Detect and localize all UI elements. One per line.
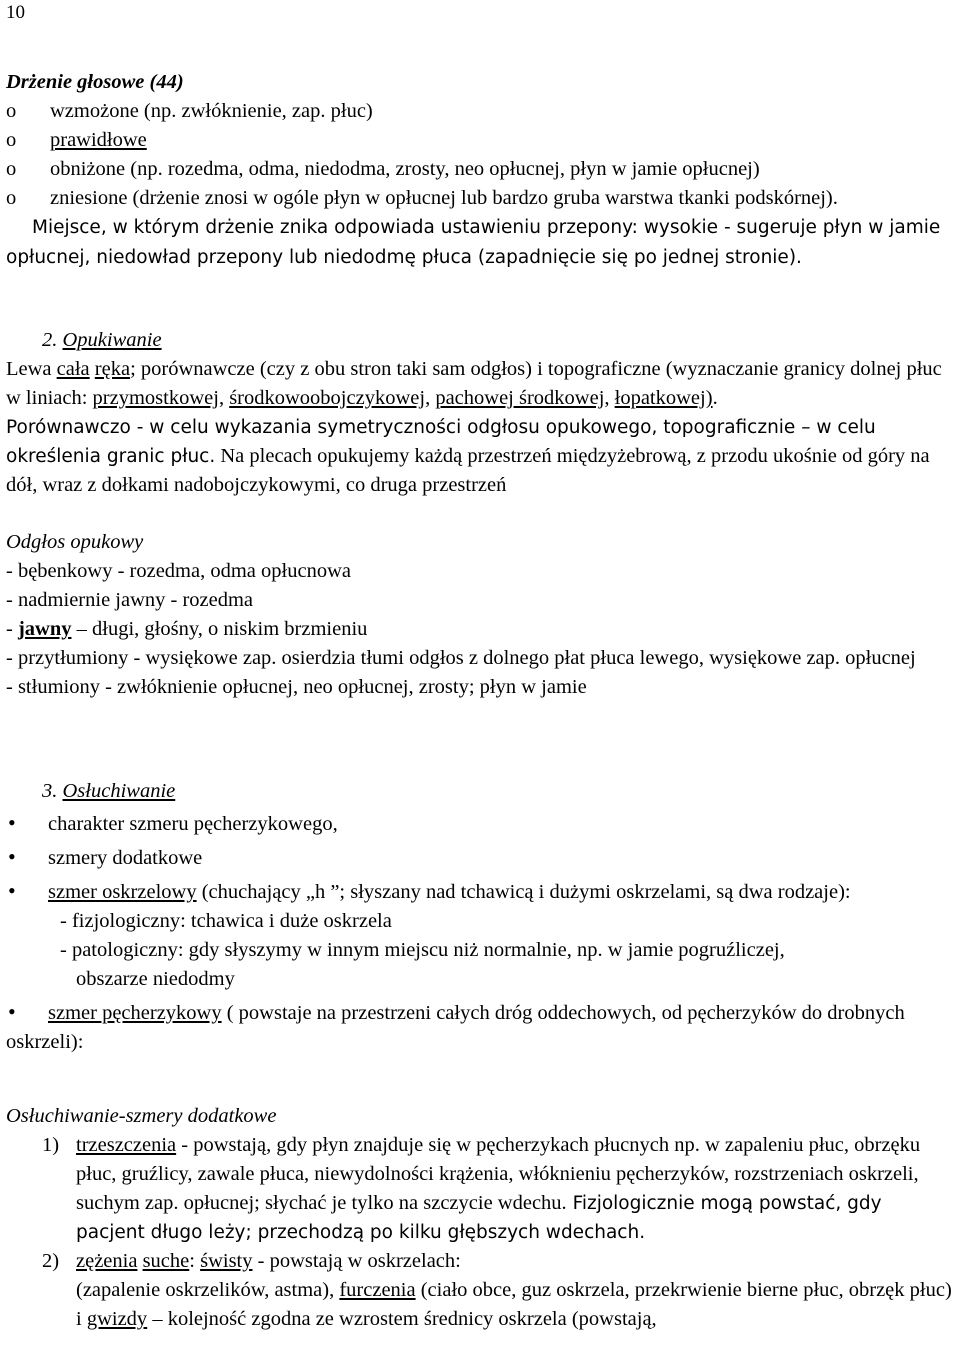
list-item: - jawny – długi, głośny, o niskim brzmieniu: [6, 618, 368, 640]
bullet-icon: [6, 842, 48, 873]
list-marker: o: [6, 129, 17, 151]
list-item: [6, 155, 954, 184]
item-number: 1): [42, 1134, 60, 1156]
section-opukiwanie: [6, 326, 954, 702]
list-item: - nadmiernie jawny - rozedma: [6, 589, 254, 611]
list-marker: o: [6, 100, 17, 122]
opukiwanie-paragraph-2: Porównawczo - w celu wykazania symetryczności odgłosu opukowego, topograficznie – w celu określenia granic płuc. Na plecach opukujemy każdą przestrzeń międzyżebrową, z przodu ukośnie od góry na dół, wraz z dołkami nadobojczykowymi, co druga przestrzeń: [6, 417, 930, 496]
opukiwanie-paragraph-1: Lewa cała ręka; porównawcze (czy z obu stron taki sam odgłos) i topograficzne (wyznaczanie granicy dolnej płuc w liniach: przymostkowej, środkowoobojczykowej, pachowej środkowej, łopatkowej).: [6, 358, 942, 409]
section-szmery: [6, 1102, 954, 1334]
bullet-item: •szmer pęcherzykowy ( powstaje na przestrzeni całych dróg oddechowych, od pęcherzyków do drobnych oskrzeli):: [6, 997, 954, 1057]
sub-item: - fizjologiczny: tchawica i duże oskrzela: [60, 910, 392, 932]
section-osluchiwanie: [6, 777, 954, 1057]
section-heading: Osłuchiwanie-szmery dodatkowe: [6, 1105, 277, 1127]
item-number: 2): [42, 1250, 60, 1272]
list-marker: o: [6, 158, 17, 180]
sub-item: - patologiczny: gdy słyszymy w innym miejscu niż normalnie, np. w jamie pogruźliczej,: [60, 939, 785, 961]
list-item-text: obniżone (np. rozedma, odma, niedodma, zrosty, neo opłucnej, płyn w jamie opłucnej): [50, 158, 760, 180]
list-marker: o: [6, 187, 17, 209]
sub-item: obszarze niedodmy: [76, 968, 235, 990]
bullet-icon: [6, 808, 48, 839]
list-item-text: wzmożone (np. zwłóknienie, zap. płuc): [50, 100, 373, 122]
numbered-item: [6, 1247, 954, 1334]
list-item: [6, 126, 954, 155]
bullet-item: •szmery dodatkowe: [6, 842, 954, 873]
section-number: 2.: [42, 329, 58, 351]
section-number: 3.: [42, 780, 58, 802]
section-title: Opukiwanie: [62, 329, 162, 351]
subsection-heading: Odgłos opukowy: [6, 531, 144, 553]
section-heading: Drżenie głosowe (44): [6, 71, 184, 93]
list-item: [6, 184, 954, 213]
bullet-item: •charakter szmeru pęcherzykowego,: [6, 808, 954, 839]
bullet-item: •szmer oskrzelowy (chuchający „h ”; słyszany nad tchawicą i dużymi oskrzelami, są dwa rodzaje):: [6, 876, 954, 907]
numbered-item: [6, 1131, 954, 1247]
list-item-text: prawidłowe: [50, 129, 147, 151]
drzenie-note: Miejsce, w którym drżenie znika odpowiada ustawieniu przepony: wysokie - sugeruje płyn w jamie opłucnej, niedowład przepony lub niedodmę płuca (zapadnięcie się po jednej stronie).: [6, 217, 941, 268]
bullet-icon: [6, 876, 48, 907]
section-drzenie: [6, 68, 954, 273]
list-item-text: zniesione (drżenie znosi w ogóle płyn w opłucnej lub bardzo gruba warstwa tkanki podskórnej).: [50, 187, 838, 209]
bullet-icon: [6, 997, 48, 1028]
list-item: - przytłumiony - wysiękowe zap. osierdzia tłumi odgłos z dolnego płat płuca lewego, wysiękowe zap. opłucnej: [6, 647, 916, 669]
list-item: [6, 97, 954, 126]
page-number: 10: [6, 2, 25, 23]
section-heading: [6, 777, 954, 806]
item-text: trzeszczenia - powstają, gdy płyn znajduje się w pęcherzykach płucnych np. w zapaleniu płuc, obrzęku płuc, gruźlicy, zawale płuca, niewydolności krążenia, włóknieniu pęcherzyków, rozstrzeniach oskrzeli, suchym zap. opłucnej; słychać je tylko na szczycie wdechu. Fizjologicznie mogą powstać, gdy pacjent długo leży; przechodzą po kilku głębszych wdechach.: [76, 1134, 921, 1243]
section-title: Osłuchiwanie: [62, 780, 176, 802]
list-item: - bębenkowy - rozedma, odma opłucnowa: [6, 560, 351, 582]
item-text: zężenia suche: świsty - powstają w oskrzelach: (zapalenie oskrzelików, astma), furczenia (ciało obce, guz oskrzela, przekrwienie bierne płuc, obrzęk płuc) i gwizdy – kolejność zgodna ze wzrostem średnicy oskrzela (powstają,: [76, 1250, 952, 1330]
list-item: - stłumiony - zwłóknienie opłucnej, neo opłucnej, zrosty; płyn w jamie: [6, 676, 587, 698]
section-heading: [6, 326, 954, 355]
